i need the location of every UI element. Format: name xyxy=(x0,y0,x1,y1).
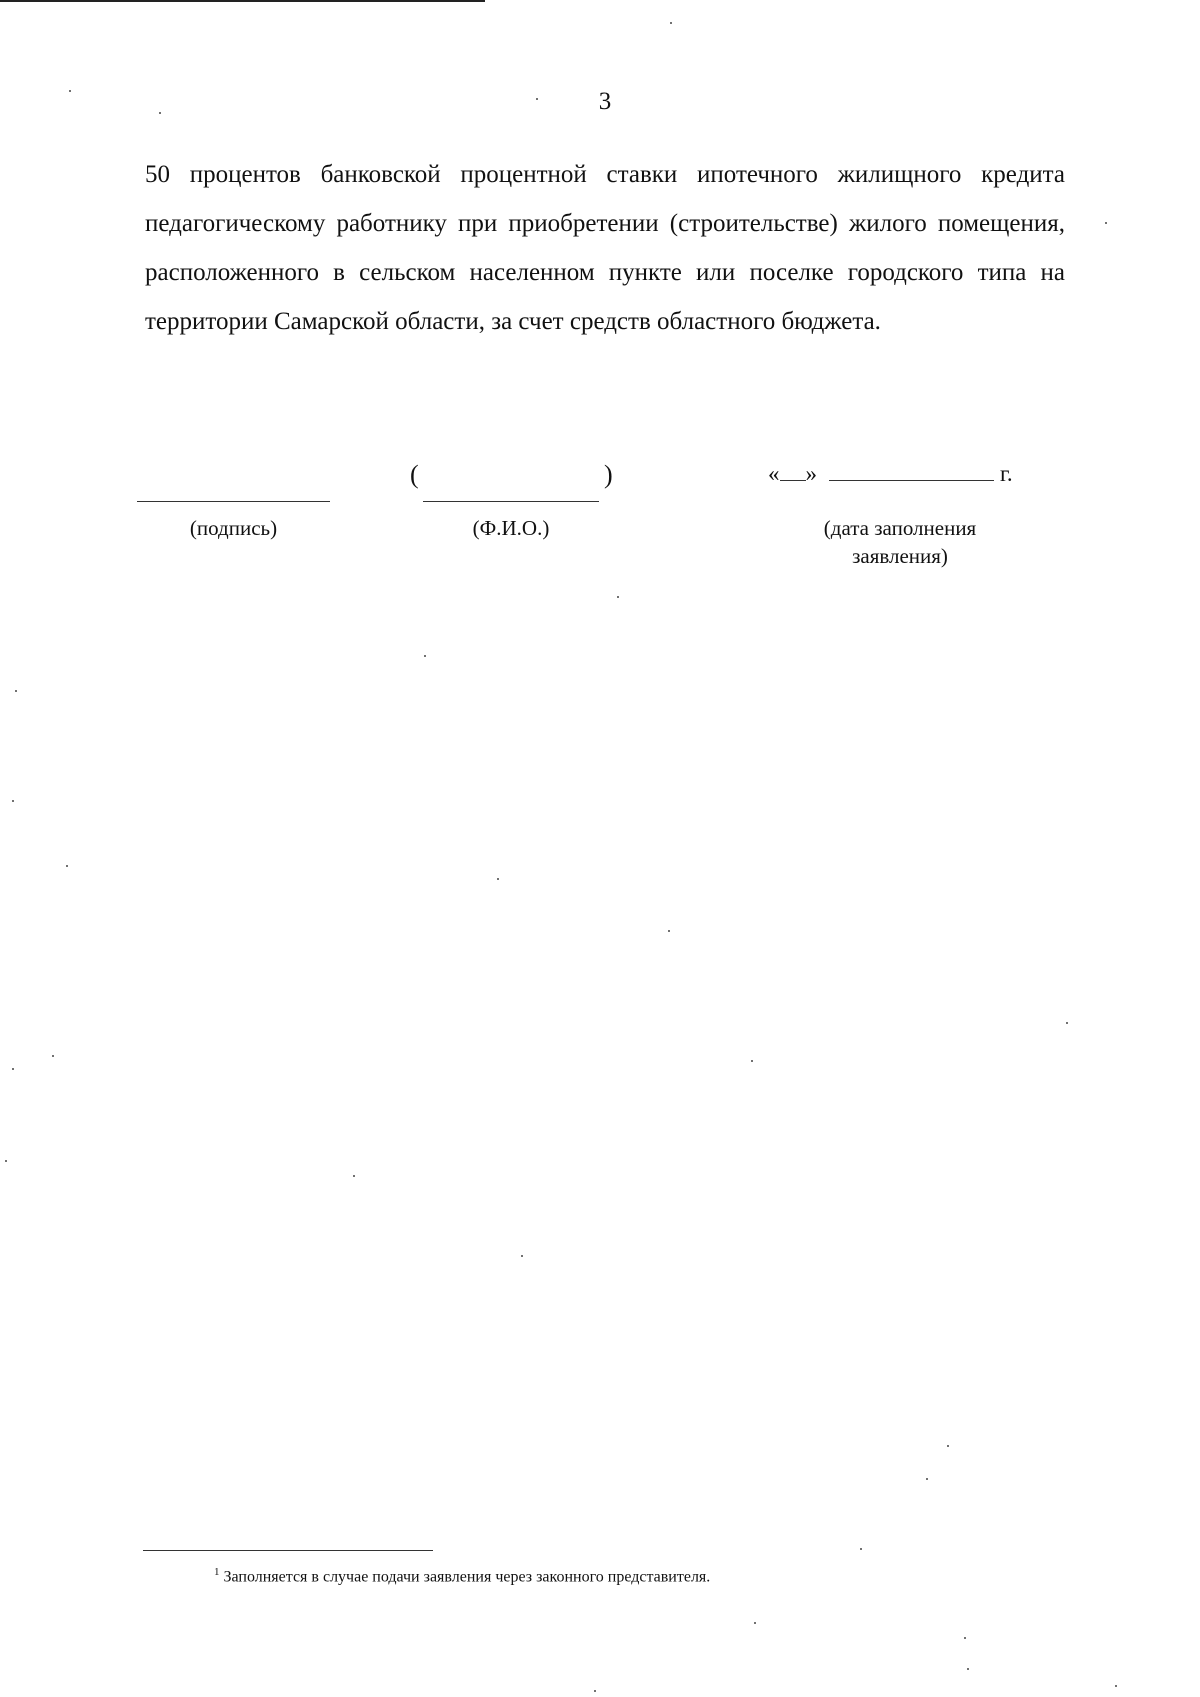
scan-speck xyxy=(967,1668,969,1670)
scan-speck xyxy=(15,690,17,692)
body-paragraph: 50 процентов банковской процентной ставки ипотечного жилищного кредита педагогическому работнику при приобретении (строительстве) жилого помещения, расположенного в сельском населенном пункте или поселке городского типа на территории Самарской области, за счет средств областного бюджета. xyxy=(145,161,1065,335)
name-line xyxy=(423,501,599,502)
date-close-quote: » xyxy=(805,461,817,486)
scan-speck xyxy=(5,1160,7,1162)
scan-speck xyxy=(12,1068,14,1070)
signature-line xyxy=(137,501,330,502)
footnote-text: Заполняется в случае подачи заявления через законного представителя. xyxy=(223,1568,711,1586)
scan-speck xyxy=(926,1478,928,1480)
signature-caption: (подпись) xyxy=(189,516,278,540)
date-year-suffix: г. xyxy=(1000,461,1013,486)
footnote-marker: 1 xyxy=(214,1566,220,1578)
date-caption xyxy=(790,514,1010,570)
scan-speck xyxy=(1066,1022,1068,1024)
scan-speck xyxy=(66,865,68,867)
page-number: 3 xyxy=(598,88,612,115)
footnote xyxy=(214,1566,710,1586)
scan-speck xyxy=(159,112,161,114)
scan-speck xyxy=(947,1445,949,1447)
scan-speck xyxy=(12,800,14,802)
scan-speck xyxy=(1105,222,1107,224)
scan-speck xyxy=(521,1255,523,1257)
scan-speck xyxy=(594,1690,596,1692)
scan-speck xyxy=(751,1060,753,1062)
date-day-blank xyxy=(780,462,806,481)
date-caption-line2: заявления) xyxy=(852,544,948,568)
scan-speck xyxy=(860,1548,862,1550)
date-month-blank xyxy=(829,462,994,481)
name-caption: (Ф.И.О.) xyxy=(472,516,550,540)
date-caption-line1: (дата заполнения xyxy=(823,516,977,540)
date-field xyxy=(768,461,1013,487)
scan-speck xyxy=(536,98,538,100)
scan-speck xyxy=(353,1175,355,1177)
scan-speck xyxy=(670,22,672,24)
scan-speck xyxy=(69,90,71,92)
scan-speck xyxy=(668,930,670,932)
scan-speck xyxy=(1115,1685,1117,1687)
scan-speck xyxy=(754,1622,756,1624)
scan-speck xyxy=(617,596,619,598)
scan-speck xyxy=(964,1637,966,1639)
name-close-paren: ) xyxy=(604,460,613,489)
top-scan-edge-line xyxy=(0,0,485,2)
footnote-separator xyxy=(143,1550,433,1551)
scan-speck xyxy=(424,655,426,657)
name-open-paren: ( xyxy=(410,460,419,489)
scan-speck xyxy=(497,878,499,880)
date-open-quote: « xyxy=(768,461,780,486)
scan-speck xyxy=(52,1055,54,1057)
